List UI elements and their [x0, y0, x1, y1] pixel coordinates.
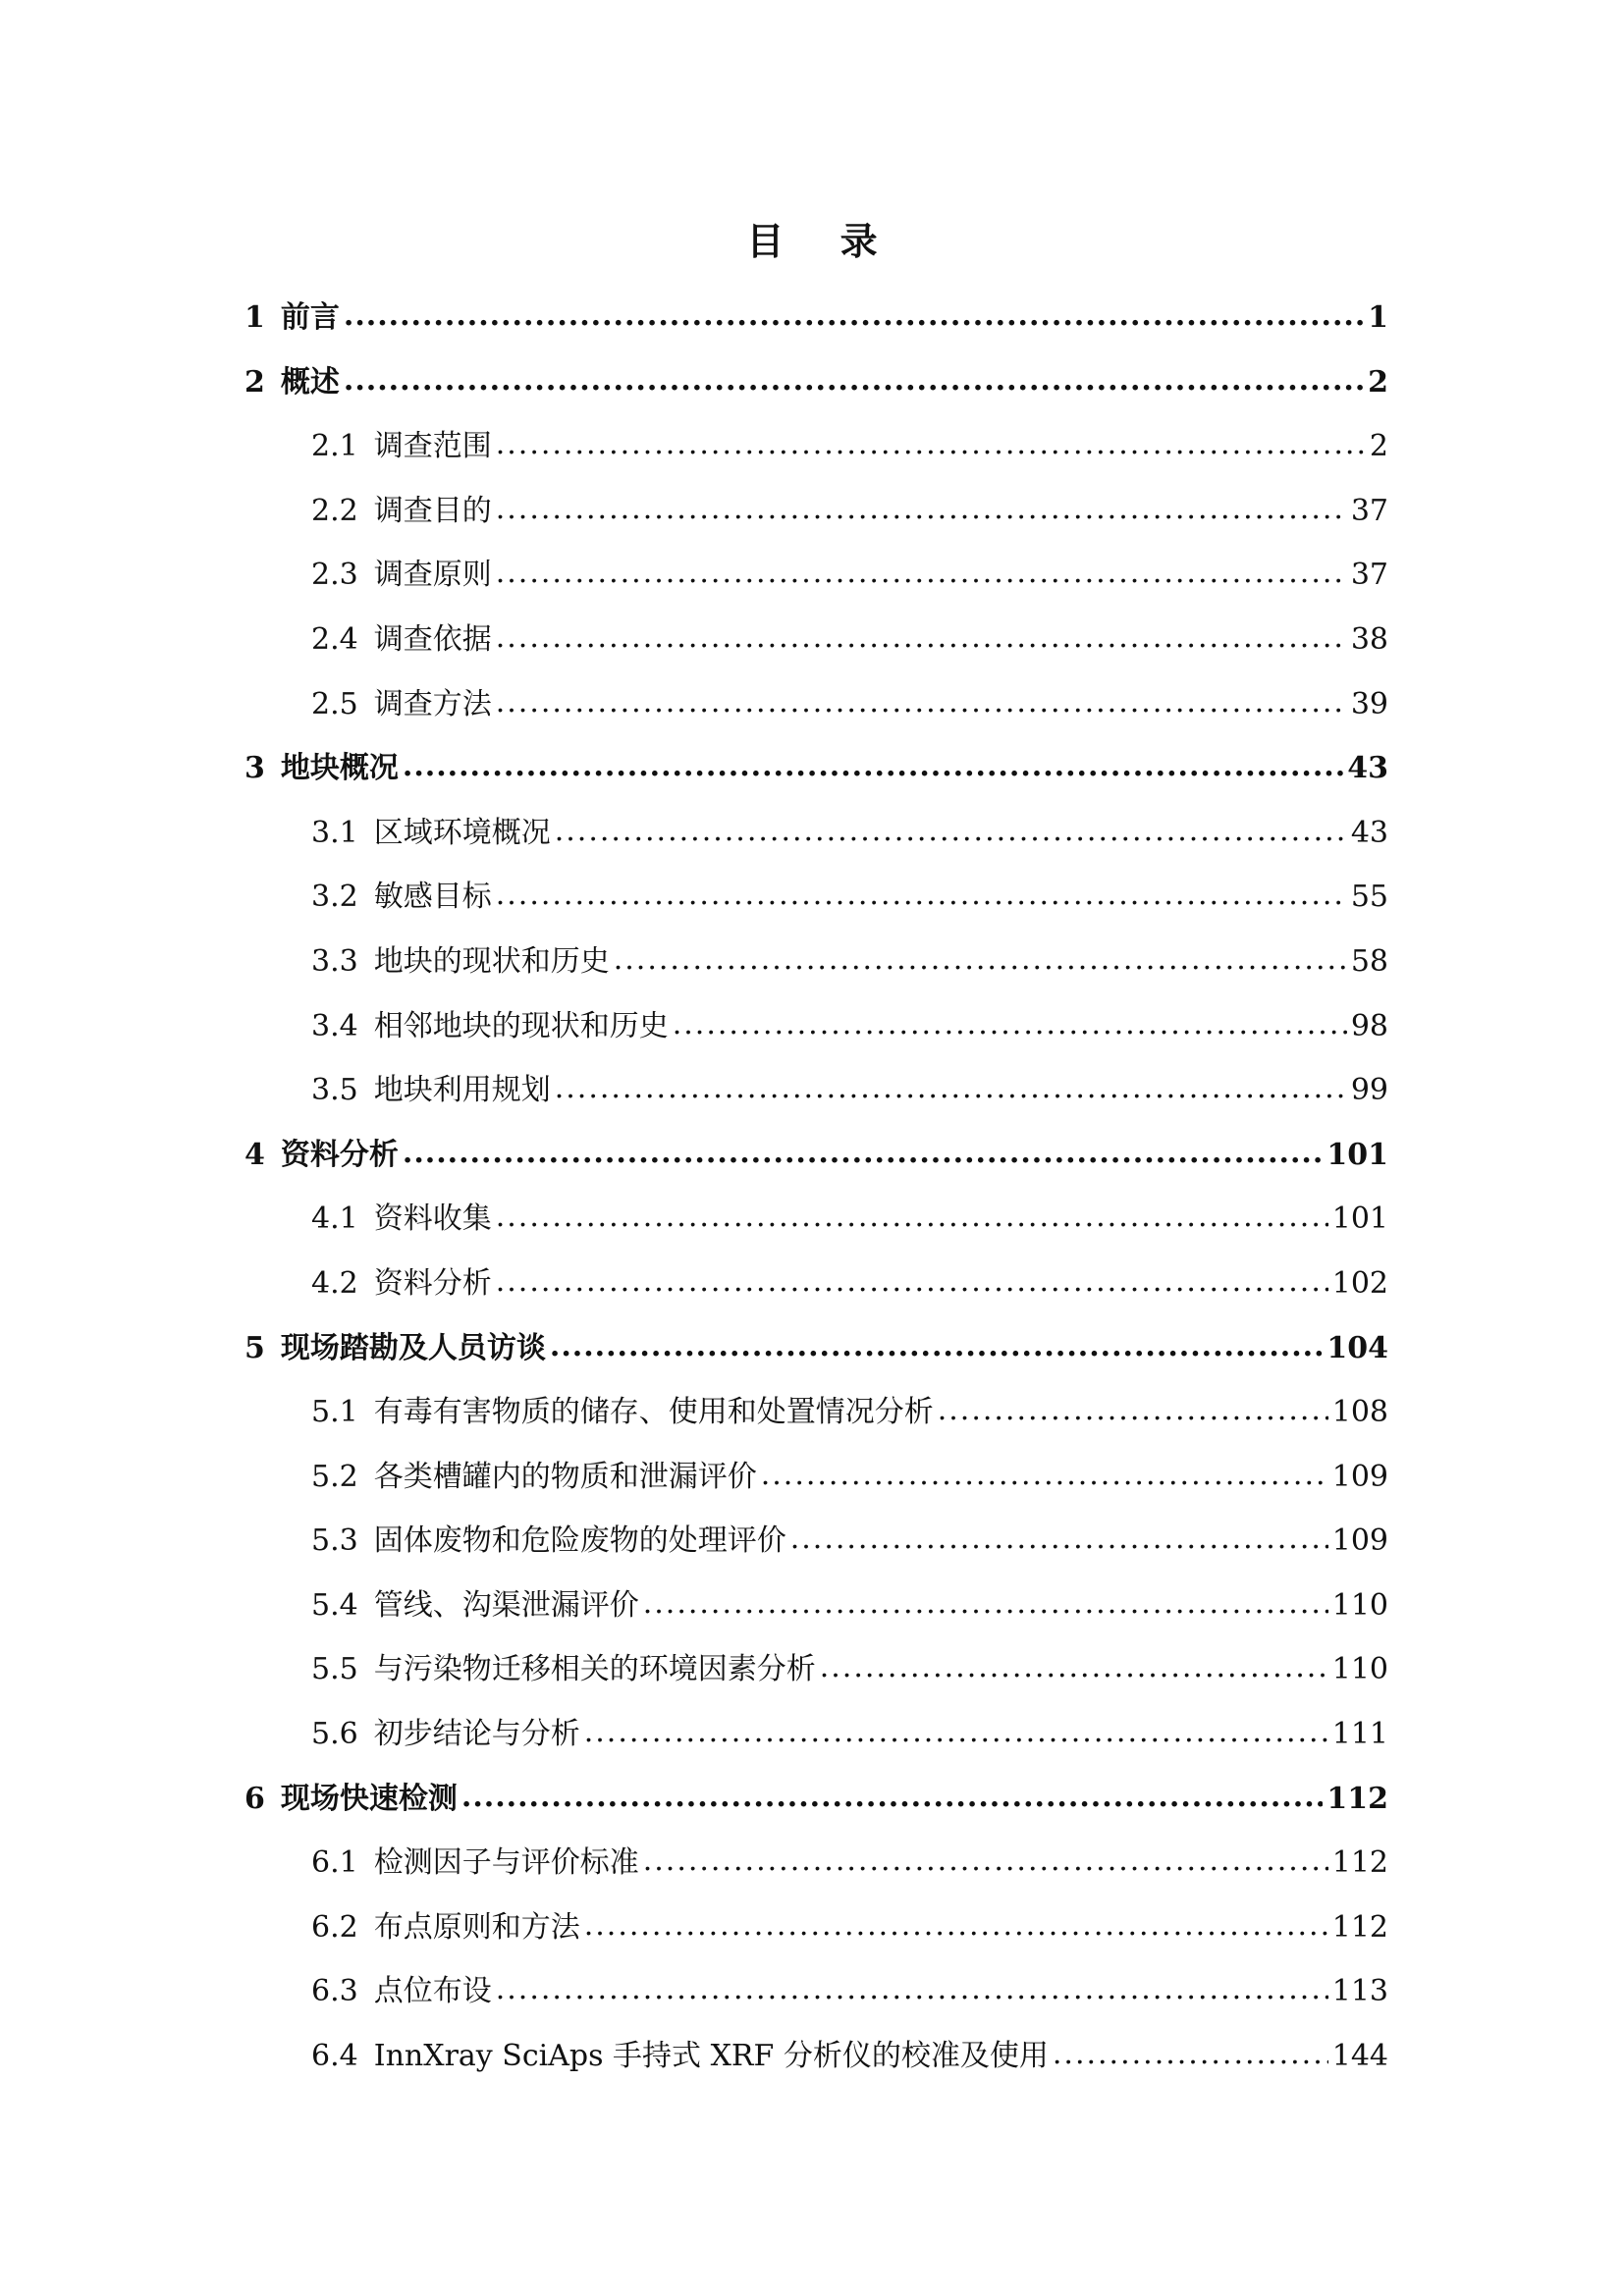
toc-entry[interactable]	[244, 801, 1388, 866]
toc-entry-label: 布点原则和方法	[373, 1909, 580, 1945]
toc-entry-page: 37	[1350, 558, 1388, 593]
toc-entry[interactable]	[244, 2024, 1388, 2089]
toc-entry-number: 5.1	[311, 1395, 358, 1430]
toc-entry-number: 3.1	[311, 815, 358, 850]
toc-entry-label: 区域环境概况	[373, 815, 551, 850]
toc-entry-number: 2.5	[311, 686, 358, 721]
toc-entry-label: 调查依据	[373, 621, 492, 657]
toc-entry[interactable]	[244, 930, 1388, 994]
toc-entry[interactable]	[244, 286, 1388, 350]
toc-entry-number: 6.1	[311, 1845, 358, 1881]
toc-dot-leader	[496, 412, 1366, 477]
toc-entry-number: 5.3	[311, 1523, 358, 1559]
toc-dot-leader	[820, 1635, 1328, 1700]
toc-entry-label: 现场踏勘及人员访谈	[280, 1330, 546, 1365]
toc-entry[interactable]	[244, 994, 1388, 1059]
toc-entry-page: 39	[1350, 686, 1388, 721]
toc-entry-number: 5.4	[311, 1587, 358, 1623]
toc-entry-number: 6.2	[311, 1909, 358, 1945]
toc-dot-leader	[496, 1957, 1328, 2022]
toc-entry-page: 37	[1350, 493, 1388, 528]
toc-dot-leader	[496, 606, 1347, 670]
toc-entry[interactable]	[244, 350, 1388, 415]
toc-entry-number: 2	[244, 364, 265, 400]
toc-entry-label: 资料收集	[373, 1201, 492, 1237]
toc-entry-label: 管线、沟渠泄漏评价	[373, 1587, 639, 1623]
toc-entry-number: 5.5	[311, 1652, 358, 1687]
toc-entry-label: 前言	[280, 300, 340, 335]
toc-entry[interactable]	[244, 1767, 1388, 1832]
toc-entry-page: 98	[1350, 1008, 1388, 1043]
toc-entry-page: 111	[1331, 1717, 1388, 1752]
toc-entry-number: 3.4	[311, 1008, 358, 1043]
toc-entry-page: 112	[1331, 1909, 1388, 1945]
toc-entry-page: 108	[1331, 1395, 1388, 1430]
toc-entry-number: 2.4	[311, 621, 358, 657]
toc-entry-page: 2	[1369, 429, 1388, 464]
toc-dot-leader	[761, 1443, 1328, 1508]
toc-entry-label: 资料分析	[373, 1265, 492, 1301]
toc-list	[244, 286, 1388, 2089]
toc-entry-label: 概述	[280, 364, 340, 400]
toc-entry-page: 113	[1331, 1974, 1388, 2009]
toc-dot-leader	[461, 1765, 1324, 1830]
toc-entry-number: 3	[244, 751, 265, 786]
toc-entry[interactable]	[244, 1187, 1388, 1252]
toc-entry-number: 4.1	[311, 1201, 358, 1237]
toc-entry-page: 58	[1350, 943, 1388, 979]
toc-dot-leader	[584, 1700, 1328, 1765]
toc-entry-label: 调查方法	[373, 686, 492, 721]
toc-entry[interactable]	[244, 1831, 1388, 1896]
toc-entry-number: 4	[244, 1137, 265, 1172]
toc-entry[interactable]	[244, 1316, 1388, 1381]
toc-entry-page: 101	[1331, 1201, 1388, 1237]
toc-entry-label: 调查目的	[373, 493, 492, 528]
toc-entry-label: 调查原则	[373, 558, 492, 593]
toc-entry-label: 与污染物迁移相关的环境因素分析	[373, 1652, 816, 1687]
toc-entry-label: 有毒有害物质的储存、使用和处置情况分析	[373, 1395, 934, 1430]
toc-entry-page: 104	[1326, 1330, 1388, 1365]
toc-entry-number: 6.4	[311, 2039, 358, 2074]
toc-dot-leader	[614, 928, 1347, 992]
toc-entry-page: 43	[1347, 751, 1388, 786]
toc-entry-page: 2	[1368, 364, 1388, 400]
toc-entry-label: 相邻地块的现状和历史	[373, 1008, 669, 1043]
toc-entry-page: 55	[1350, 880, 1388, 915]
toc-entry[interactable]	[244, 672, 1388, 737]
toc-dot-leader	[550, 1314, 1324, 1379]
toc-entry-number: 4.2	[311, 1265, 358, 1301]
toc-entry[interactable]	[244, 414, 1388, 479]
toc-entry-page: 101	[1326, 1137, 1388, 1172]
toc-entry-label: 初步结论与分析	[373, 1717, 580, 1752]
toc-entry-number: 2.1	[311, 429, 358, 464]
toc-entry-label: 资料分析	[280, 1137, 399, 1172]
toc-dot-leader	[673, 992, 1347, 1057]
toc-dot-leader	[403, 1121, 1324, 1186]
toc-entry[interactable]	[244, 1702, 1388, 1767]
toc-entry-label: 固体废物和危险废物的处理评价	[373, 1523, 786, 1559]
toc-entry-label: 调查范围	[373, 429, 492, 464]
toc-entry[interactable]	[244, 608, 1388, 672]
toc-entry-page: 112	[1331, 1845, 1388, 1881]
toc-entry[interactable]	[244, 865, 1388, 930]
toc-entry-page: 99	[1350, 1073, 1388, 1108]
toc-entry-page: 109	[1331, 1523, 1388, 1559]
toc-dot-leader	[790, 1507, 1328, 1572]
toc-dot-leader	[496, 1185, 1328, 1250]
toc-entry-page: 43	[1350, 815, 1388, 850]
toc-entry-number: 3.2	[311, 880, 358, 915]
toc-entry-number: 6	[244, 1781, 265, 1816]
toc-dot-leader	[555, 799, 1347, 864]
toc-entry[interactable]	[244, 1959, 1388, 2024]
toc-entry-label: 各类槽罐内的物质和泄漏评价	[373, 1459, 757, 1494]
toc-entry-number: 3.3	[311, 943, 358, 979]
toc-entry[interactable]	[244, 1445, 1388, 1510]
toc-dot-leader	[344, 348, 1364, 413]
toc-dot-leader	[555, 1056, 1347, 1121]
toc-entry[interactable]	[244, 1574, 1388, 1638]
toc-entry[interactable]	[244, 1509, 1388, 1574]
toc-dot-leader	[1053, 2022, 1328, 2087]
toc-dot-leader	[496, 477, 1347, 542]
toc-entry-page: 112	[1326, 1781, 1388, 1816]
toc-entry-page: 110	[1331, 1587, 1388, 1623]
toc-entry[interactable]	[244, 1637, 1388, 1702]
toc-entry-number: 5	[244, 1330, 265, 1365]
toc-entry[interactable]	[244, 479, 1388, 544]
toc-entry-number: 2.2	[311, 493, 358, 528]
toc-entry-number: 5.2	[311, 1459, 358, 1494]
toc-entry-page: 144	[1331, 2039, 1388, 2074]
toc-entry-number: 2.3	[311, 558, 358, 593]
toc-entry-label: 敏感目标	[373, 880, 492, 915]
toc-entry-label: 检测因子与评价标准	[373, 1845, 639, 1881]
toc-entry[interactable]	[244, 736, 1388, 801]
toc-entry-label: 地块的现状和历史	[373, 943, 610, 979]
toc-entry-page: 109	[1331, 1459, 1388, 1494]
toc-entry-label: 点位布设	[373, 1974, 492, 2009]
toc-entry-label: InnXray SciAps 手持式 XRF 分析仪的校准及使用	[373, 2039, 1049, 2074]
toc-entry[interactable]	[244, 1058, 1388, 1123]
toc-entry[interactable]	[244, 1252, 1388, 1316]
toc-title: 目 录	[746, 219, 899, 263]
toc-entry[interactable]	[244, 543, 1388, 608]
toc-entry-number: 5.6	[311, 1717, 358, 1752]
toc-entry-page: 102	[1331, 1265, 1388, 1301]
toc-dot-leader	[403, 734, 1343, 799]
toc-entry-label: 地块利用规划	[373, 1073, 551, 1108]
toc-dot-leader	[584, 1894, 1328, 1958]
toc-dot-leader	[344, 284, 1364, 348]
toc-entry-number: 1	[244, 300, 265, 335]
toc-dot-leader	[496, 670, 1347, 735]
toc-dot-leader	[496, 541, 1347, 606]
toc-entry[interactable]	[244, 1123, 1388, 1188]
toc-entry-page: 1	[1368, 300, 1388, 335]
toc-dot-leader	[938, 1378, 1328, 1443]
toc-entry-page: 38	[1350, 621, 1388, 657]
toc-entry-page: 110	[1331, 1652, 1388, 1687]
toc-entry-number: 6.3	[311, 1974, 358, 2009]
toc-entry-label: 现场快速检测	[280, 1781, 458, 1816]
toc-entry[interactable]	[244, 1896, 1388, 1960]
toc-entry-number: 3.5	[311, 1073, 358, 1108]
toc-entry[interactable]	[244, 1380, 1388, 1445]
toc-dot-leader	[643, 1829, 1328, 1894]
toc-entry-label: 地块概况	[280, 751, 399, 786]
toc-dot-leader	[496, 863, 1347, 928]
toc-dot-leader	[643, 1572, 1328, 1636]
toc-dot-leader	[496, 1250, 1328, 1314]
